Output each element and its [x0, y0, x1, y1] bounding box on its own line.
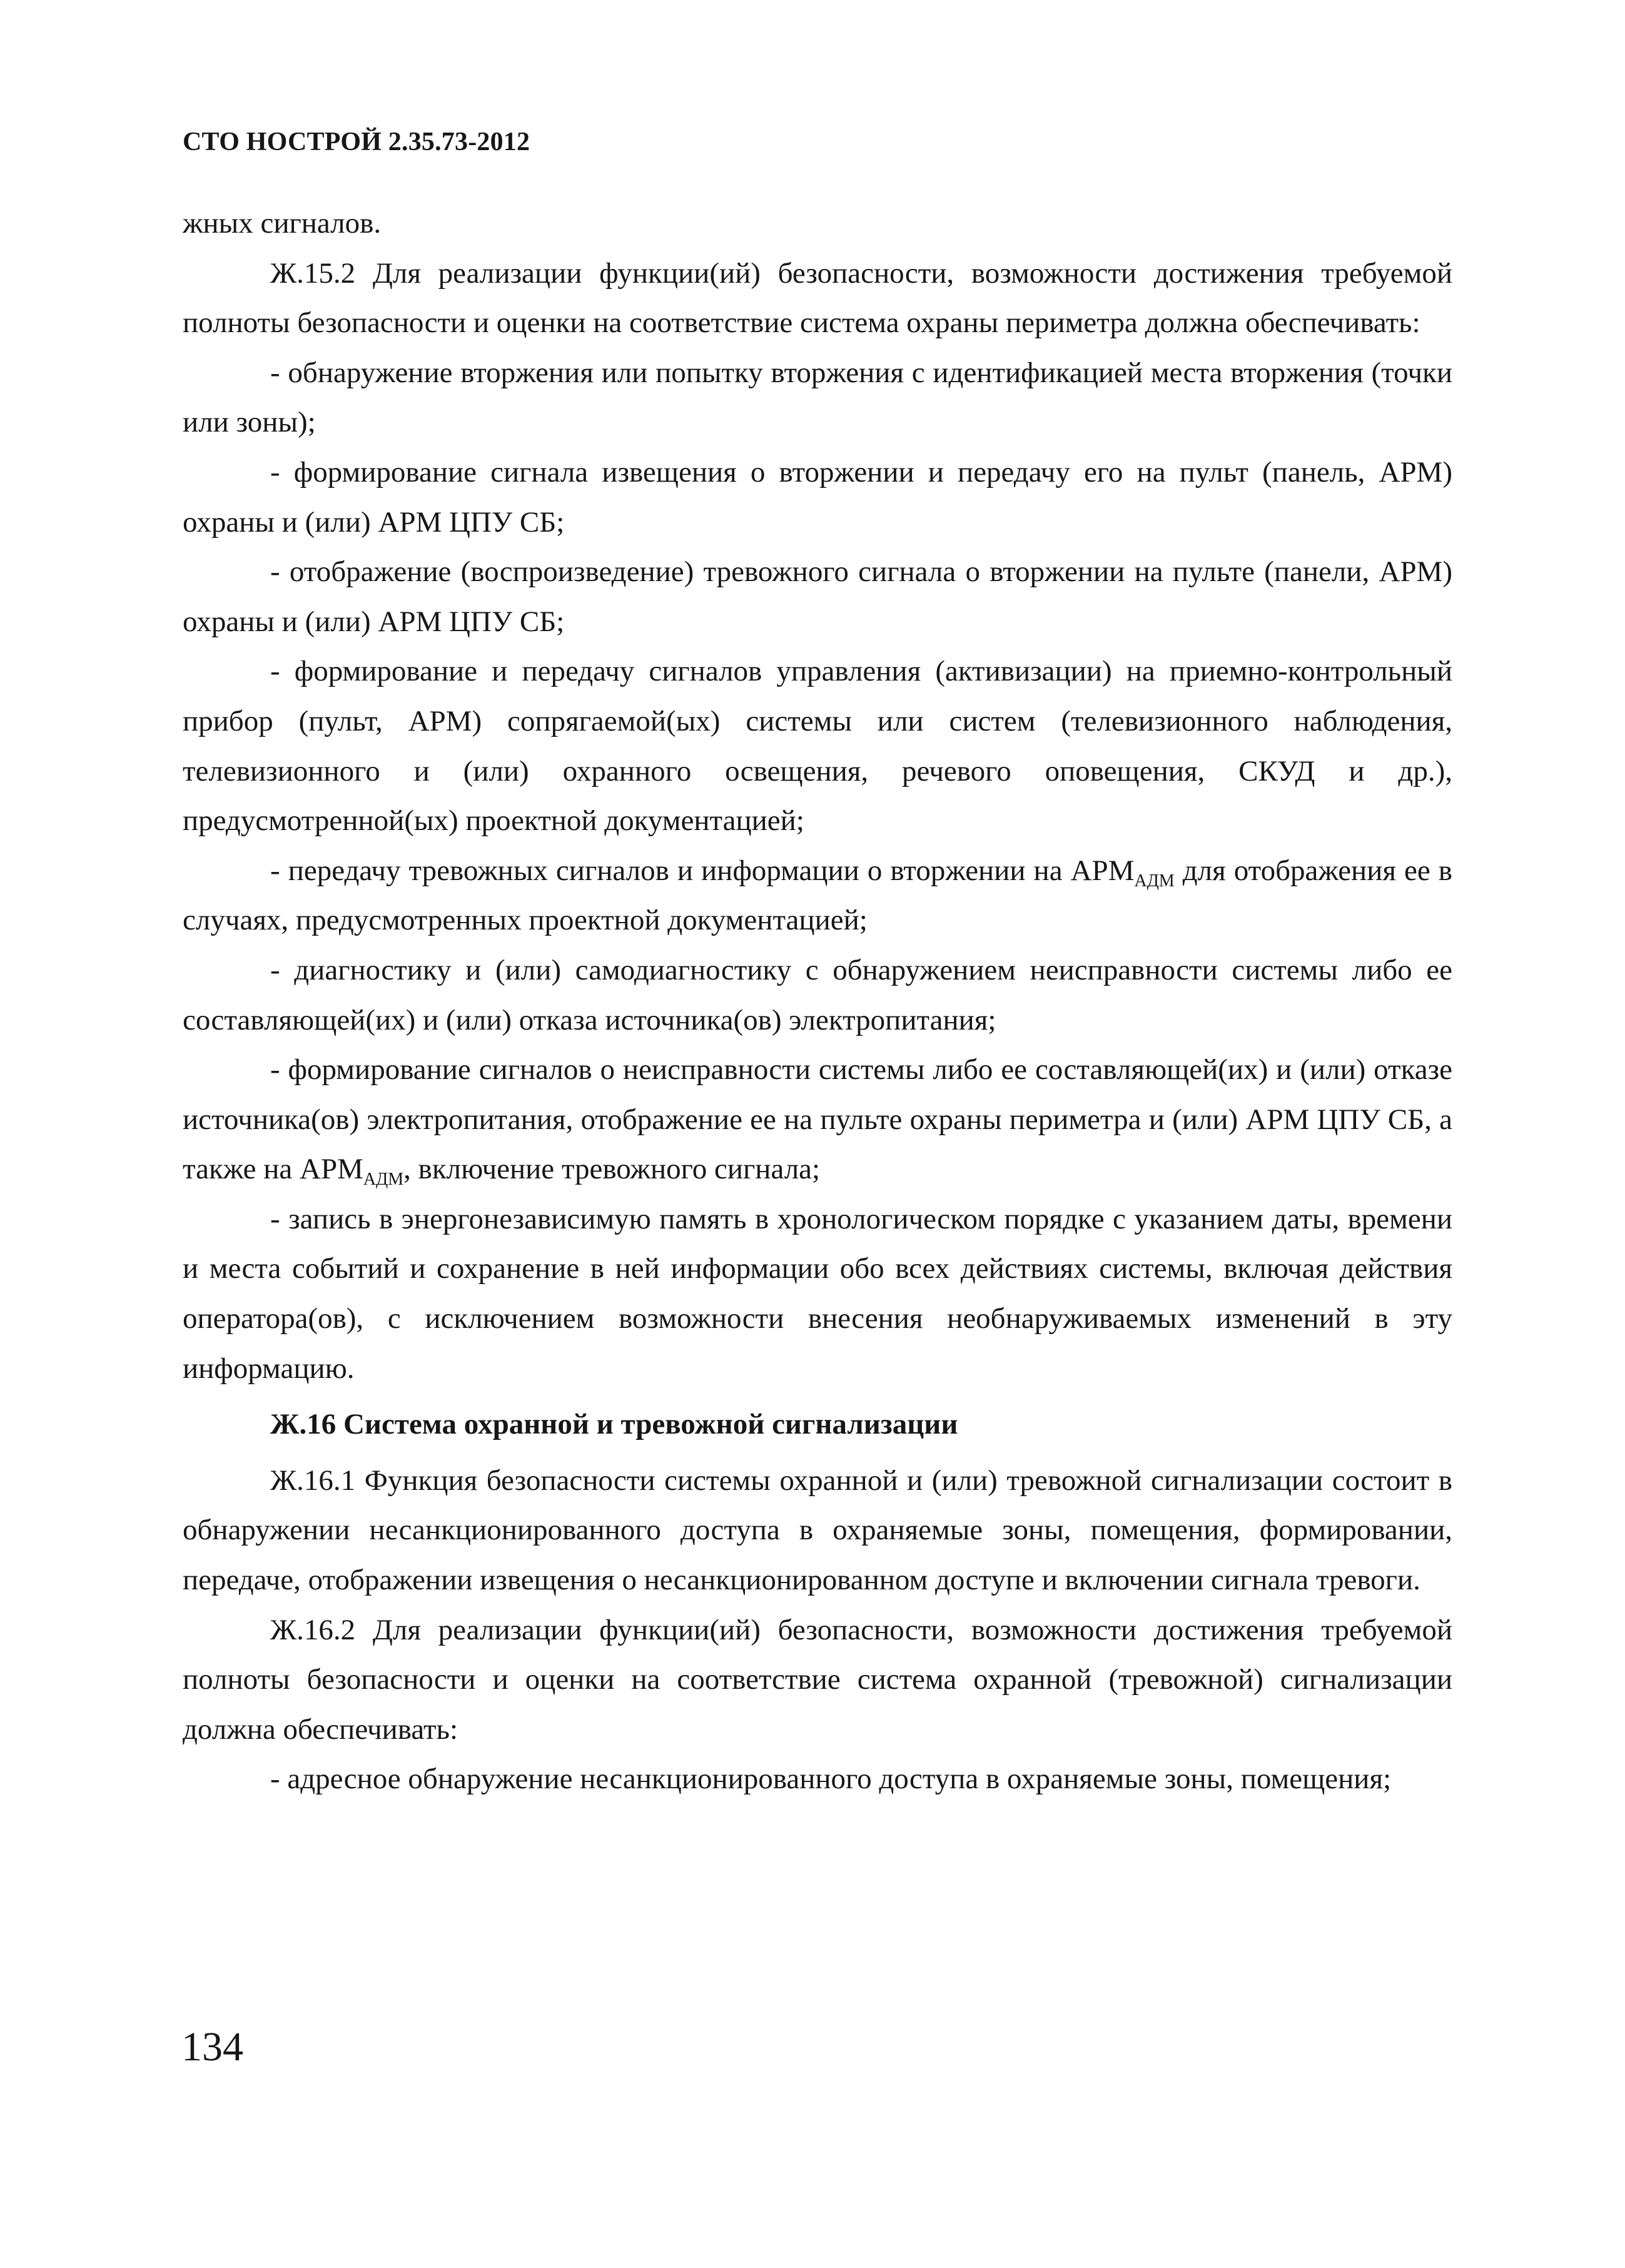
paragraph-clause-zh-16-1: Ж.16.1 Функция безопасности системы охранной и (или) тревожной сигнализации состоит в обнаружении несанкционированного доступа в охраняемые зоны, помещения, формировании, передаче, отображении извещения о несанкционированном доступе и включении сигнала тревоги. — [183, 1464, 1452, 1597]
document-body — [183, 199, 1452, 1805]
paragraph-clause-zh-16-2: Ж.16.2 Для реализации функции(ий) безопасности, возможности достижения требуемой полноты безопасности и оценки на соответствие система охранной (тревожной) сигнализации должна обеспечивать: — [183, 1613, 1452, 1746]
page-number: 134 — [181, 2024, 243, 2070]
paragraph-continuation: жных сигналов. — [183, 207, 382, 240]
text-segment: для отображения ее в случаях, предусмотренных проектной документацией; — [183, 854, 1452, 937]
document-header: СТО НОСТРОЙ 2.35.73-2012 — [183, 128, 530, 156]
list-item-control-signals: - формирование и передачу сигналов управления (активизации) на приемно-контрольный прибор (пульт, АРМ) сопрягаемой(ых) системы или систем (телевизионного наблюдения, телевизионного и (или) охранного освещения, речевого оповещения, СКУД и др.), предусмотренной(ых) проектной документацией; — [183, 655, 1452, 838]
list-item-alarm-signal-forming: - формирование сигнала извещения о вторжении и передачу его на пульт (панель, АРМ) охраны и (или) АРМ ЦПУ СБ; — [183, 455, 1452, 539]
paragraph-clause-zh-15-2: Ж.15.2 Для реализации функции(ий) безопасности, возможности достижения требуемой полноты безопасности и оценки на соответствие система охраны периметра должна обеспечивать: — [183, 256, 1452, 340]
text-segment: - передачу тревожных сигналов и информации о вторжении на АРМ — [270, 854, 1135, 887]
list-item-fault-signals — [183, 1045, 1452, 1195]
list-item-event-logging: - запись в энергонезависимую память в хронологическом порядке с указанием даты, времени и места событий и сохранение в ней информации обо всех действиях системы, включая действия оператора(ов), с исключением возможности внесения необнаруживаемых изменений в эту информацию. — [183, 1202, 1452, 1385]
subscript-adm: АДМ — [1134, 871, 1175, 891]
list-item-intrusion-detection: - обнаружение вторжения или попытку вторжения с идентификацией места вторжения (точки или зоны); — [183, 356, 1452, 439]
list-item-alarm-display: - отображение (воспроизведение) тревожного сигнала о вторжении на пульте (панели, АРМ) охраны и (или) АРМ ЦПУ СБ; — [183, 555, 1452, 638]
text-segment: , включение тревожного сигнала; — [403, 1153, 821, 1186]
text-segment: - формирование сигналов о неисправности системы либо ее составляющей(их) и (или) отказе источника(ов) электропитания, отображение ее на пульте охраны периметра и (или) АРМ ЦПУ СБ, а также на АРМ — [183, 1053, 1452, 1186]
section-heading-zh-16: Ж.16 Система охранной и тревожной сигнализации — [270, 1408, 958, 1441]
list-item-transfer-to-arm — [183, 846, 1452, 946]
list-item-self-diagnostics: - диагностику и (или) самодиагностику с обнаружением неисправности системы либо ее составляющей(их) и (или) отказа источника(ов) электропитания; — [183, 953, 1452, 1036]
list-item-address-detection: - адресное обнаружение несанкционированного доступа в охраняемые зоны, помещения; — [270, 1763, 1392, 1796]
subscript-adm: АДМ — [363, 1170, 404, 1190]
